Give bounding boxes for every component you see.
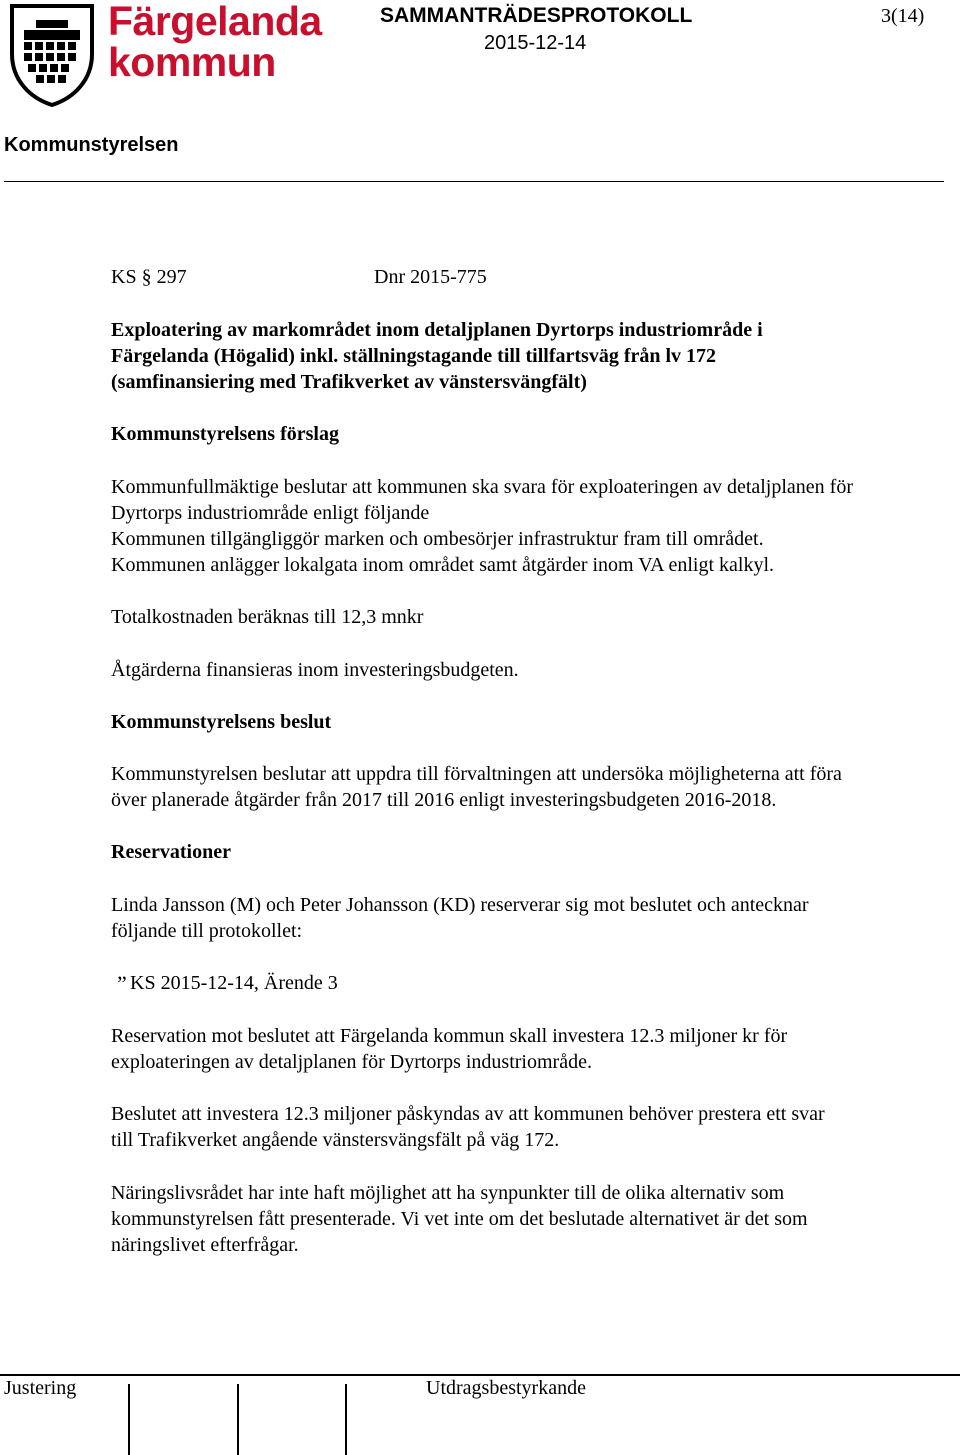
item-heading-line-2: Färgelanda (Högalid) inkl. ställningstagande till tillfartsväg från lv 172	[111, 345, 717, 367]
quote-mark: ”	[117, 971, 127, 996]
item-reference: KS § 297	[111, 266, 187, 288]
decision-heading: Kommunstyrelsens beslut	[111, 711, 332, 733]
document-title: SAMMANTRÄDESPROTOKOLL	[380, 4, 693, 27]
proposal-line-2: Dyrtorps industriområde enligt följande	[111, 502, 430, 524]
reservation-para3-line-3: näringslivet efterfrågar.	[111, 1234, 299, 1256]
proposal-line-4: Kommunen anlägger lokalgata inom området samt åtgärder inom VA enligt kalkyl.	[111, 554, 774, 576]
signature-box-divider	[345, 1384, 347, 1455]
reservation-para1-line-2: exploateringen av detaljplanen för Dyrtorps industriområde.	[111, 1051, 592, 1073]
reservation-para2-line-2: till Trafikverket angående vänstersvängsfält på väg 172.	[111, 1129, 560, 1151]
logo-text-line2: kommun	[108, 39, 276, 85]
item-heading-line-1: Exploatering av markområdet inom detaljplanen Dyrtorps industriområde i	[111, 319, 763, 341]
reservation-para2-line-1: Beslutet att investera 12.3 miljoner påskyndas av att kommunen behöver prestera ett svar	[111, 1103, 825, 1125]
proposal-financing: Åtgärderna finansieras inom investeringsbudgeten.	[111, 659, 519, 681]
justering-label: Justering	[4, 1377, 77, 1399]
utdragsbestyrkande-label: Utdragsbestyrkande	[426, 1377, 586, 1399]
dnr-number: Dnr 2015-775	[374, 266, 487, 288]
reservation-para3-line-2: kommunstyrelsen fått presenterade. Vi vet inte om det beslutade alternativet är det som	[111, 1208, 808, 1230]
proposal-heading: Kommunstyrelsens förslag	[111, 423, 339, 445]
signature-box-divider	[128, 1384, 130, 1455]
decision-line-2: över planerade åtgärder från 2017 till 2016 enligt investeringsbudgeten 2016-2018.	[111, 789, 777, 811]
reservation-para3-line-1: Näringslivsrådet har inte haft möjlighet att ha synpunkter till de olika alternativ som	[111, 1182, 785, 1204]
page-number: 3(14)	[881, 5, 925, 27]
item-heading-line-3: (samfinansiering med Trafikverket av vänstersvängfält)	[111, 371, 587, 393]
decision-line-1: Kommunstyrelsen beslutar att uppdra till förvaltningen att undersöka möjligheterna att föra	[111, 763, 842, 785]
logo-text-line1: Färgelanda	[108, 0, 322, 44]
reservations-heading: Reservationer	[111, 841, 231, 863]
document-date: 2015-12-14	[484, 32, 587, 54]
reservations-intro-line-1: Linda Jansson (M) och Peter Johansson (KD) reserverar sig mot beslutet och antecknar	[111, 894, 809, 916]
proposal-line-1: Kommunfullmäktige beslutar att kommunen ska svara för exploateringen av detaljplanen för	[111, 476, 853, 498]
reservations-intro-line-2: följande till protokollet:	[111, 920, 303, 942]
reservation-para1-line-1: Reservation mot beslutet att Färgelanda kommun skall investera 12.3 miljoner kr för	[111, 1025, 788, 1047]
municipality-logo-icon	[6, 2, 98, 108]
header-divider	[4, 181, 944, 182]
proposal-cost: Totalkostnaden beräknas till 12,3 mnkr	[111, 606, 424, 628]
proposal-line-3: Kommunen tillgängliggör marken och ombesörjer infrastruktur fram till området.	[111, 528, 764, 550]
committee-name: Kommunstyrelsen	[4, 134, 179, 156]
footer-divider	[0, 1374, 960, 1376]
quote-reference: KS 2015-12-14, Ärende 3	[130, 972, 338, 994]
signature-box-divider	[237, 1384, 239, 1455]
